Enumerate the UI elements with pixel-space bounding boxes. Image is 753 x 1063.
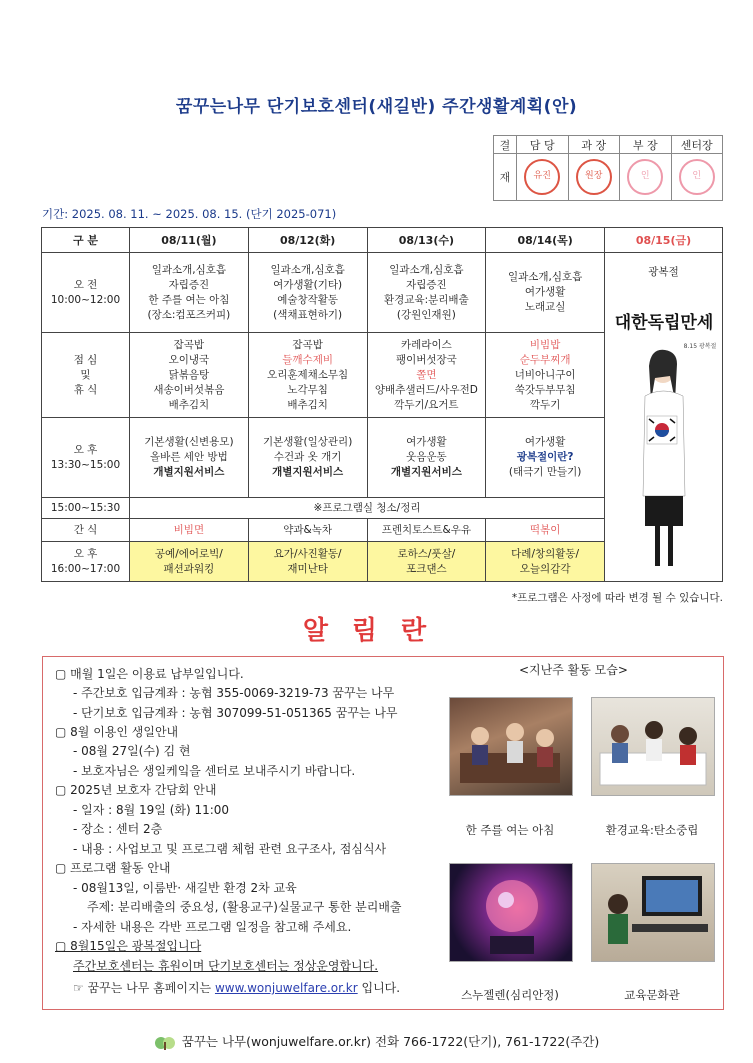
notice-detail: - 주간보호 입금계좌 : 농협 355-0069-3219-73 꿈꾸는 나무 (73, 686, 395, 700)
homepage-link[interactable]: www.wonjuwelfare.or.kr (214, 981, 358, 995)
approval-role: 부 장 (620, 136, 672, 154)
header-cell: 08/11(월) (130, 228, 249, 253)
cell: 카레라이스 팽이버섯장국 쫄면 양배추샐러드/사우전D 깍두기/요거트 (367, 333, 486, 418)
cell: 잡곡밥 오이냉국 닭볶음탕 새송이버섯볶음 배추김치 (130, 333, 249, 418)
header-cell: 08/14(목) (486, 228, 605, 253)
notice-item: ▢ 8월 이용인 생일안내 (55, 725, 179, 739)
page-title: 꿈꾸는나무 단기보호센터(새길반) 주간생활계획(안) (175, 97, 578, 117)
approval-label-top: 결 (494, 136, 517, 154)
notice-detail: 주간보호센터는 휴원이며 단기보호센터는 정상운영합니다. (73, 959, 379, 973)
photo-caption: 교육문화관 (624, 988, 680, 1002)
late-cell: 다례/창의활동/ 오늘의감각 (486, 542, 605, 582)
notice-detail: - 내용 : 사업보고 및 프로그램 체험 관련 요구조사, 점심식사 (73, 842, 387, 856)
notice-box (42, 656, 724, 1010)
leg-shape (668, 526, 673, 566)
row-label: 오 후 16:00~17:00 (42, 542, 130, 582)
cell: 여가생활 광복절이란? (태극기 만들기) (486, 418, 605, 498)
poster-sub: 8.15 광복절 (683, 343, 717, 350)
stamp-icon: 인 (679, 159, 715, 195)
period-text: 기간: 2025. 08. 11. ~ 2025. 08. 15. (단기 2025-071) (42, 207, 337, 221)
notice-detail: - 08월 27일(수) 김 현 (73, 744, 191, 758)
footer-text: 꿈꾸는 나무(wonjuwelfare.or.kr) 전화 766-1722(단기), 761-1722(주간) (181, 1034, 600, 1049)
notice-detail: - 장소 : 센터 2층 (73, 822, 163, 836)
cleanup-cell: ※프로그램실 청소/정리 (130, 498, 605, 519)
header-cell: 08/13(수) (367, 228, 486, 253)
notice-detail: 주제: 분리배출의 중요성, (활용교구)실물교구 통한 분리배출 (87, 900, 402, 914)
snack-cell: 약과&녹차 (248, 519, 367, 542)
late-cell: 요가/사진활동/ 재미난타 (248, 542, 367, 582)
stamp-icon: 인 (627, 159, 663, 195)
approval-stamp-cell (568, 154, 620, 201)
activity-photo (449, 697, 573, 796)
row-label: 15:00~15:30 (42, 498, 130, 519)
cell: 잡곡밥 들깨수제비 오리훈제채소무침 노각무침 배추김치 (248, 333, 367, 418)
header-cell: 08/12(화) (248, 228, 367, 253)
cell: 여가생활 웃음운동 개별지원서비스 (367, 418, 486, 498)
cell: 일과소개,심호흡 자립증진 한 주를 여는 아침 (장소:컴포즈커피) (130, 253, 249, 333)
liberation-day-poster (605, 306, 723, 576)
approval-role: 담 당 (517, 136, 569, 154)
homepage-line: ☞ 꿈꾸는 나무 홈페이지는 www.wonjuwelfare.or.kr 입니다. (73, 981, 401, 995)
stamp-icon: 유진 (524, 159, 560, 195)
poster-text: 대한독립만세 (614, 313, 714, 333)
row-label: 오 전 10:00~12:00 (42, 253, 130, 333)
approval-label-bottom: 재 (494, 154, 517, 201)
cell: 일과소개,심호흡 자립증진 환경교육:분리배출 (강원인재원) (367, 253, 486, 333)
approval-role: 센터장 (671, 136, 723, 154)
notice-item: ▢ 8월15일은 광복절입니다 (55, 939, 202, 953)
tree-logo-icon (154, 1035, 176, 1051)
snack-cell: 비빔면 (130, 519, 249, 542)
row-label: 점 심 및 휴 식 (42, 333, 130, 418)
notice-item: ▢ 매월 1일은 이용료 납부일입니다. (55, 667, 244, 681)
schedule-note: *프로그램은 사정에 따라 변경 될 수 있습니다. (511, 592, 723, 604)
activity-photo (591, 697, 715, 796)
header-cell-holiday: 08/15(금) (605, 228, 723, 253)
late-cell: 공예/에어로빅/ 패션과워킹 (130, 542, 249, 582)
stamp-icon: 원장 (576, 159, 612, 195)
photo-caption: 스누젤렌(심리안정) (461, 988, 559, 1002)
activity-photo (449, 863, 573, 962)
cell: 기본생활(신변용모) 올바른 세안 방법 개별지원서비스 (130, 418, 249, 498)
row-label: 오 후 13:30~15:00 (42, 418, 130, 498)
notice-detail: - 단기보호 입금계좌 : 농협 307099-51-051365 꿈꾸는 나무 (73, 706, 398, 720)
approval-stamp-cell (671, 154, 723, 201)
skirt-shape (645, 496, 683, 526)
approval-box (493, 135, 723, 201)
cell: 비빔밥 순두부찌개 너비아니구이 쑥갓두부무침 깍두기 (486, 333, 605, 418)
holiday-cell: 광복절 (605, 253, 723, 582)
row-label: 간 식 (42, 519, 130, 542)
footer (0, 1032, 753, 1051)
approval-stamp-cell (620, 154, 672, 201)
photo-caption: 환경교육:탄소중립 (605, 823, 699, 837)
cell: 일과소개,심호흡 여가생활 노래교실 (486, 253, 605, 333)
late-cell: 로하스/풋살/ 포크댄스 (367, 542, 486, 582)
snack-cell: 프렌치토스트&우유 (367, 519, 486, 542)
approval-role: 과 장 (568, 136, 620, 154)
snack-cell: 떡볶이 (486, 519, 605, 542)
notice-detail: - 자세한 내용은 각반 프로그램 일정을 참고해 주세요. (73, 920, 352, 934)
notice-detail: - 보호자님은 생일케잌을 센터로 보내주시기 바랍니다. (73, 764, 356, 778)
approval-stamp-cell (517, 154, 569, 201)
photos-heading: <지난주 활동 모습> (519, 663, 628, 677)
cell: 기본생활(일상관리) 수건과 옷 개기 개별지원서비스 (248, 418, 367, 498)
header-cell: 구 분 (42, 228, 130, 253)
notice-title: 알림란 (302, 616, 451, 646)
activity-photo (591, 863, 715, 962)
leg-shape (655, 526, 660, 566)
photo-caption: 한 주를 여는 아침 (465, 823, 555, 837)
notice-item: ▢ 프로그램 활동 안내 (55, 861, 171, 875)
cell: 일과소개,심호흡 여가생활(기타) 예술창작활동 (색채표현하기) (248, 253, 367, 333)
notice-item: ▢ 2025년 보호자 간담회 안내 (55, 783, 217, 797)
notice-detail: - 일자 : 8월 19일 (화) 11:00 (73, 803, 230, 817)
notice-detail: - 08월13일, 이룸반· 새길반 환경 2차 교육 (73, 881, 297, 895)
